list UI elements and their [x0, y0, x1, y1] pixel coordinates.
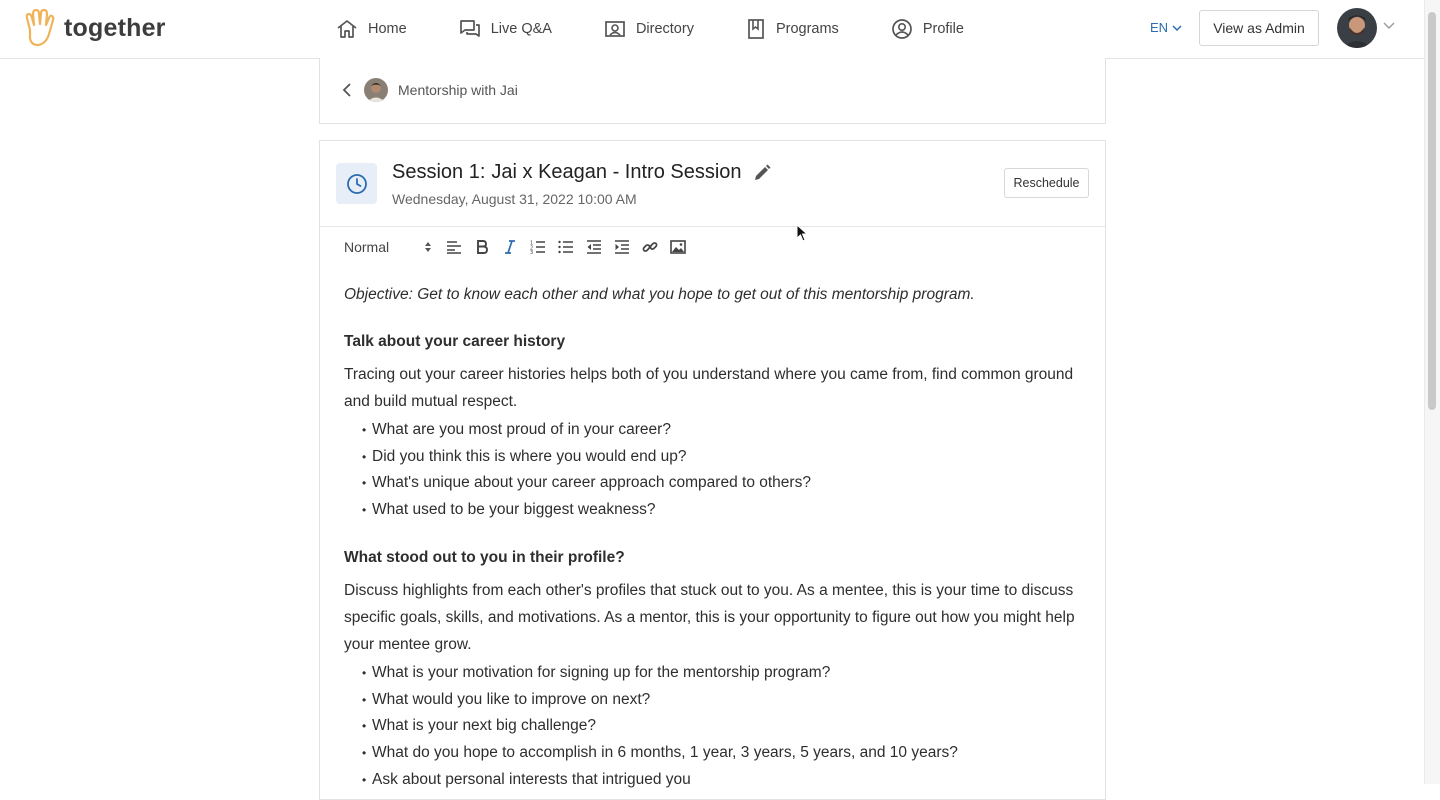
session-title-text: Jai x Keagan - Intro Session [491, 161, 742, 183]
main-nav [336, 0, 1016, 58]
session-title-prefix: Session 1: [392, 161, 486, 183]
directory-icon [604, 19, 626, 39]
list-item: • What is your motivation for signing up for the mentorship program? [362, 660, 1084, 687]
edit-pencil-icon[interactable] [752, 163, 772, 183]
chevron-down-icon [1171, 24, 1183, 32]
view-as-admin-button[interactable]: View as Admin [1199, 10, 1319, 46]
italic-icon [503, 240, 517, 254]
session-header [320, 141, 1105, 227]
mentor-avatar [364, 78, 388, 102]
indent-button[interactable] [608, 235, 636, 259]
svg-text:1: 1 [530, 240, 534, 247]
list-item: • What would you like to improve on next? [362, 687, 1084, 714]
bold-button[interactable] [468, 235, 496, 259]
nav-home-label: Home [368, 21, 407, 37]
ordered-list-button[interactable] [524, 235, 552, 259]
section-paragraph: Discuss highlights from each other's profiles that stuck out to you. As a mentee, this is your time to discuss specific goals, skills, and motivations. As a mentor, this is your opportunity to figure out how you might help your mentee grow. [344, 581, 1075, 653]
book-icon [746, 18, 766, 40]
list-item: • What are you most proud of in your career? [362, 417, 1084, 444]
breadcrumb [319, 58, 1106, 124]
ordered-list-icon [530, 240, 546, 254]
align-left-icon [446, 240, 462, 254]
italic-button[interactable] [496, 235, 524, 259]
clock-icon-box [336, 163, 377, 204]
bullet-list-icon [558, 240, 574, 254]
link-button[interactable] [636, 235, 664, 259]
nav-programs-label: Programs [775, 21, 839, 37]
format-select[interactable] [344, 239, 432, 255]
back-chevron-icon[interactable] [342, 83, 352, 97]
session-card [319, 140, 1106, 800]
objective-text: Objective: Get to know each other and what you hope to get out of this mentorship program. [344, 286, 975, 303]
clock-icon [346, 173, 368, 195]
profile-icon [891, 18, 913, 40]
section-heading: What stood out to you in their profile? [344, 548, 625, 566]
editor-content[interactable] [344, 281, 1084, 793]
chat-icon [459, 19, 481, 39]
align-button[interactable] [440, 235, 468, 259]
section-paragraph: Tracing out your career histories helps both of you understand where you came from, find common ground and build mutual respect. [344, 366, 1074, 410]
bullet-list-button[interactable] [552, 235, 580, 259]
session-title [392, 161, 772, 184]
format-select-value: Normal [344, 239, 390, 255]
list-item: • What is your next big challenge? [362, 713, 1084, 740]
brand-name: together [64, 13, 166, 42]
mouse-cursor-icon [796, 224, 808, 242]
user-avatar[interactable] [1337, 8, 1377, 48]
reschedule-button[interactable]: Reschedule [1004, 168, 1089, 198]
nav-directory[interactable] [604, 19, 694, 39]
home-icon [336, 19, 358, 39]
nav-profile-label: Profile [922, 21, 964, 37]
language-label: EN [1150, 20, 1169, 35]
list-item: • What used to be your biggest weakness? [362, 497, 1084, 524]
editor-toolbar [344, 235, 692, 259]
list-item: • Did you think this is where you would end up? [362, 444, 1084, 471]
svg-text:2: 2 [530, 245, 534, 252]
indent-icon [614, 240, 630, 254]
breadcrumb-title[interactable]: Mentorship with Jai [398, 82, 518, 98]
image-icon [670, 240, 686, 254]
bullet-list [344, 660, 1084, 794]
bold-icon [475, 240, 489, 254]
top-nav [0, 0, 1424, 59]
image-button[interactable] [664, 235, 692, 259]
list-item: • What's unique about your career approach compared to others? [362, 470, 1084, 497]
list-item: • What do you hope to accomplish in 6 months, 1 year, 3 years, 5 years, and 10 years? [362, 740, 1084, 767]
waving-hand-icon [22, 8, 56, 48]
bullet-list [344, 417, 1084, 524]
session-date: Wednesday, August 31, 2022 10:00 AM [392, 191, 637, 207]
language-selector[interactable] [1150, 20, 1183, 35]
link-icon [642, 239, 658, 255]
nav-home[interactable] [336, 19, 407, 39]
nav-live-qa-label: Live Q&A [490, 21, 552, 37]
list-item: • Ask about personal interests that intrigued you [362, 767, 1084, 794]
outdent-button[interactable] [580, 235, 608, 259]
outdent-icon [586, 240, 602, 254]
page-scrollbar-thumb[interactable] [1428, 12, 1436, 410]
section-heading: Talk about your career history [344, 333, 566, 350]
nav-directory-label: Directory [635, 21, 694, 37]
svg-text:3: 3 [530, 250, 534, 254]
account-chevron-down-icon[interactable] [1383, 22, 1395, 30]
nav-programs[interactable] [746, 18, 839, 40]
nav-live-qa[interactable] [459, 19, 552, 39]
logo[interactable] [22, 8, 166, 48]
nav-profile[interactable] [891, 18, 964, 40]
up-down-arrows-icon [424, 241, 432, 253]
